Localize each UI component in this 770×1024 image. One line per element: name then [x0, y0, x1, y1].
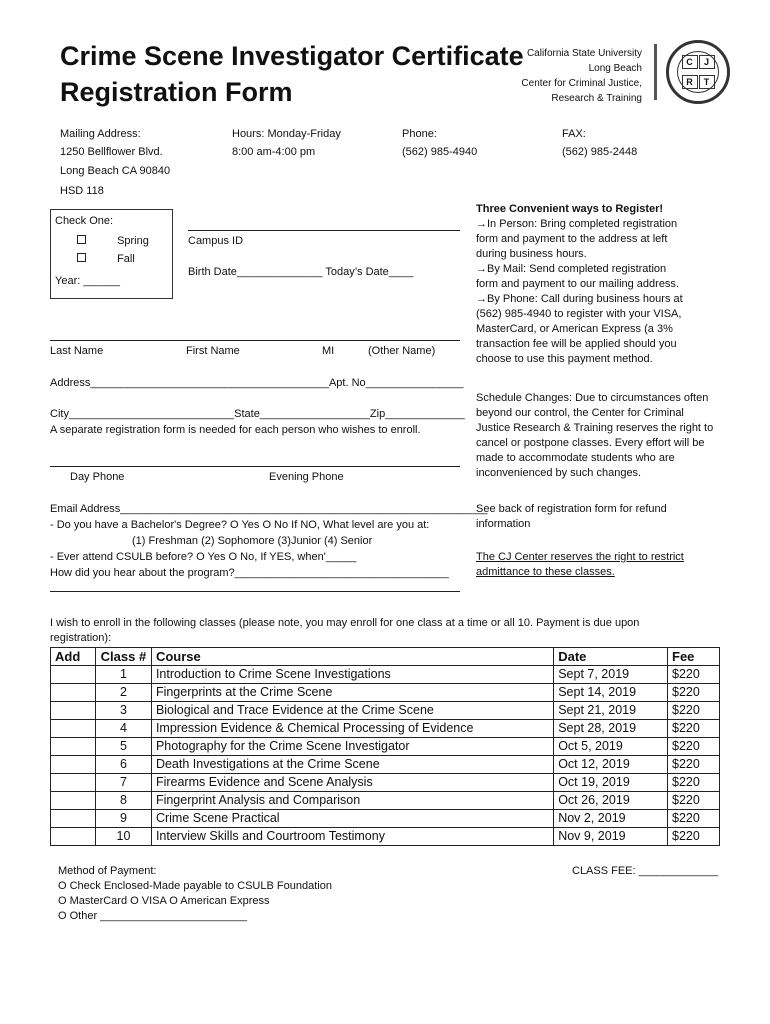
course-fee: $220 [668, 702, 720, 720]
classes-table [50, 647, 720, 846]
course-name: Interview Skills and Courtroom Testimony [151, 828, 553, 846]
address-field[interactable]: Address_______________________________________Apt. No________________ [50, 377, 464, 389]
table-row [51, 738, 720, 756]
evening-phone-label: Evening Phone [269, 471, 344, 483]
column-header: Date [554, 648, 668, 666]
refund-line: information [476, 518, 531, 530]
university-line: California State University [526, 48, 642, 59]
class-number: 4 [95, 720, 151, 738]
course-date: Nov 9, 2019 [554, 828, 668, 846]
schedule-line: inconvenienced by such changes. [476, 467, 642, 479]
ways-line: transaction fee will be applied should you [476, 338, 677, 350]
course-name: Crime Scene Practical [151, 810, 553, 828]
term-option-label: Fall [117, 253, 135, 265]
fax-value: (562) 985-2448 [562, 146, 638, 158]
add-checkbox-cell[interactable] [51, 738, 96, 756]
separate-form-note: A separate registration form is needed for each person who wishes to enroll. [50, 424, 421, 436]
column-header: Class # [95, 648, 151, 666]
schedule-changes [476, 391, 721, 481]
payment-label: Method of Payment: [58, 865, 157, 877]
class-number: 9 [95, 810, 151, 828]
table-row [51, 666, 720, 684]
add-checkbox-cell[interactable] [51, 774, 96, 792]
header-divider [654, 44, 657, 100]
university-seal-icon [666, 40, 730, 104]
term-option-fall[interactable] [77, 252, 135, 267]
register-info [476, 202, 716, 367]
mailing-address-line: HSD 118 [60, 185, 104, 197]
table-row [51, 684, 720, 702]
add-checkbox-cell[interactable] [51, 828, 96, 846]
day-phone-label: Day Phone [70, 471, 125, 483]
seal-letter: J [699, 55, 715, 69]
term-option-label: Spring [117, 235, 149, 247]
course-date: Oct 5, 2019 [554, 738, 668, 756]
table-row [51, 810, 720, 828]
mailing-address-line: 1250 Bellflower Blvd. [60, 146, 163, 158]
checkbox-icon[interactable] [77, 253, 86, 262]
term-selection-box [50, 209, 173, 299]
course-fee: $220 [668, 666, 720, 684]
course-date: Sept 21, 2019 [554, 702, 668, 720]
heard-extra-line[interactable] [50, 591, 460, 592]
mailing-address-label: Mailing Address: [60, 128, 141, 140]
course-fee: $220 [668, 828, 720, 846]
campus-id-label: Campus ID [188, 235, 244, 247]
course-name: Photography for the Crime Scene Investigator [151, 738, 553, 756]
enroll-note-line: I wish to enroll in the following classes (please note, you may enroll for one class at a time or all 10. Payment is due upon [50, 617, 640, 629]
table-row [51, 756, 720, 774]
class-number: 7 [95, 774, 151, 792]
seal-letter: T [699, 75, 715, 89]
class-number: 2 [95, 684, 151, 702]
add-checkbox-cell[interactable] [51, 666, 96, 684]
heard-question-label: How did you hear about the program? [50, 567, 235, 579]
course-name: Death Investigations at the Crime Scene [151, 756, 553, 774]
column-header: Course [151, 648, 553, 666]
course-date: Oct 19, 2019 [554, 774, 668, 792]
schedule-line: made to accommodate students who are [476, 452, 675, 464]
fax-label: FAX: [562, 128, 586, 140]
table-header-row [51, 648, 720, 666]
ways-title: Three Convenient ways to Register! [476, 203, 664, 215]
table-row [51, 828, 720, 846]
add-checkbox-cell[interactable] [51, 720, 96, 738]
university-line: Research & Training [551, 93, 642, 104]
university-line: Center for Criminal Justice, [521, 78, 642, 89]
course-fee: $220 [668, 810, 720, 828]
table-row [51, 774, 720, 792]
add-checkbox-cell[interactable] [51, 792, 96, 810]
restrict-note [476, 550, 684, 580]
course-date: Nov 2, 2019 [554, 810, 668, 828]
year-field[interactable]: Year: ______ [55, 275, 121, 287]
heard-question[interactable] [50, 566, 449, 581]
name-line[interactable] [50, 340, 460, 341]
class-fee-field[interactable]: CLASS FEE: _____________ [572, 865, 719, 877]
ways-line: during business hours. [476, 248, 587, 260]
course-name: Impression Evidence & Chemical Processing of Evidence [151, 720, 553, 738]
schedule-line: cancel or postpone classes. Every effort will be [476, 437, 705, 449]
course-fee: $220 [668, 756, 720, 774]
ways-line: (562) 985-4940 to register with your VISA, [476, 308, 682, 320]
first-name-label: First Name [186, 345, 240, 357]
ways-line: MasterCard, or American Express (a 3% [476, 323, 673, 335]
enroll-note [50, 616, 639, 646]
last-name-label: Last Name [50, 345, 104, 357]
check-one-label: Check One: [55, 215, 114, 227]
course-name: Introduction to Crime Scene Investigations [151, 666, 553, 684]
university-line: Long Beach [588, 63, 642, 74]
seal-letter: R [682, 75, 698, 89]
phone-value: (562) 985-4940 [402, 146, 478, 158]
enroll-note-line: registration): [50, 632, 112, 644]
payment-option-cards[interactable]: O MasterCard O VISA O American Express [58, 895, 270, 907]
course-fee: $220 [668, 792, 720, 810]
ways-line: →In Person: Bring completed registration [476, 218, 678, 230]
course-name: Fingerprint Analysis and Comparison [151, 792, 553, 810]
mailing-address-line: Long Beach CA 90840 [60, 165, 171, 177]
ways-line: →By Mail: Send completed registration [476, 263, 667, 275]
ways-line: form and payment to the address at left [476, 233, 668, 245]
mi-label: MI [322, 345, 335, 357]
class-number: 5 [95, 738, 151, 756]
class-number: 1 [95, 666, 151, 684]
email-field[interactable]: Email Address____________________________________________________________ [50, 503, 488, 515]
course-date: Sept 14, 2019 [554, 684, 668, 702]
ways-line: →By Phone: Call during business hours at [476, 293, 683, 305]
city-state-zip-field[interactable]: City___________________________State__________________Zip_____________ [50, 408, 465, 420]
add-checkbox-cell[interactable] [51, 810, 96, 828]
course-name: Biological and Trace Evidence at the Crime Scene [151, 702, 553, 720]
class-number: 6 [95, 756, 151, 774]
phone-label: Phone: [402, 128, 437, 140]
class-number: 8 [95, 792, 151, 810]
payment-option-other[interactable]: O Other ________________________ [58, 910, 248, 922]
add-checkbox-cell[interactable] [51, 702, 96, 720]
course-name: Fingerprints at the Crime Scene [151, 684, 553, 702]
seal-letter: C [682, 55, 698, 69]
checkbox-icon[interactable] [77, 235, 86, 244]
hours-label: Hours: Monday-Friday [232, 128, 341, 140]
column-header: Fee [668, 648, 720, 666]
schedule-line: Justice Research & Training reserves the right to [476, 422, 714, 434]
campus-id-line[interactable] [188, 230, 460, 231]
birth-date-field[interactable]: Birth Date______________ Today’s Date____ [188, 266, 414, 278]
university-block [521, 46, 642, 106]
payment-option-check[interactable]: O Check Enclosed-Made payable to CSULB Foundation [58, 880, 332, 892]
bachelors-question[interactable]: - Do you have a Bachelor's Degree? O Yes O No If NO, What level are you at: [50, 519, 430, 531]
add-checkbox-cell[interactable] [51, 684, 96, 702]
phone-line[interactable] [50, 466, 460, 467]
refund-line: See back of registration form for refund [476, 503, 667, 515]
class-number: 10 [95, 828, 151, 846]
hours-value: 8:00 am-4:00 pm [232, 146, 316, 158]
add-checkbox-cell[interactable] [51, 756, 96, 774]
class-number: 3 [95, 702, 151, 720]
course-fee: $220 [668, 774, 720, 792]
course-fee: $220 [668, 684, 720, 702]
course-date: Oct 26, 2019 [554, 792, 668, 810]
course-fee: $220 [668, 738, 720, 756]
course-date: Oct 12, 2019 [554, 756, 668, 774]
term-option-spring[interactable] [77, 234, 149, 249]
course-date: Sept 7, 2019 [554, 666, 668, 684]
restrict-line: admittance to these classes. [476, 566, 615, 578]
level-options[interactable]: (1) Freshman (2) Sophomore (3)Junior (4) Senior [132, 535, 373, 547]
form-title-line2: Registration Form [60, 77, 293, 107]
heard-blank[interactable]: ___________________________________ [234, 567, 449, 579]
table-row [51, 720, 720, 738]
payment-section [58, 864, 332, 924]
other-name-label: (Other Name) [368, 345, 436, 357]
column-header: Add [51, 648, 96, 666]
table-row [51, 702, 720, 720]
course-name: Firearms Evidence and Scene Analysis [151, 774, 553, 792]
course-fee: $220 [668, 720, 720, 738]
course-date: Sept 28, 2019 [554, 720, 668, 738]
ways-line: choose to use this payment method. [476, 353, 653, 365]
restrict-line: The CJ Center reserves the right to restrict [476, 551, 684, 563]
refund-note [476, 502, 667, 532]
table-row [51, 792, 720, 810]
schedule-line: Schedule Changes: Due to circumstances often [476, 392, 709, 404]
form-title-line1: Crime Scene Investigator Certificate [60, 41, 524, 71]
attended-question[interactable]: - Ever attend CSULB before? O Yes O No, If YES, when'_____ [50, 551, 357, 563]
schedule-line: beyond our control, the Center for Criminal [476, 407, 684, 419]
ways-line: form and payment to our mailing address. [476, 278, 679, 290]
